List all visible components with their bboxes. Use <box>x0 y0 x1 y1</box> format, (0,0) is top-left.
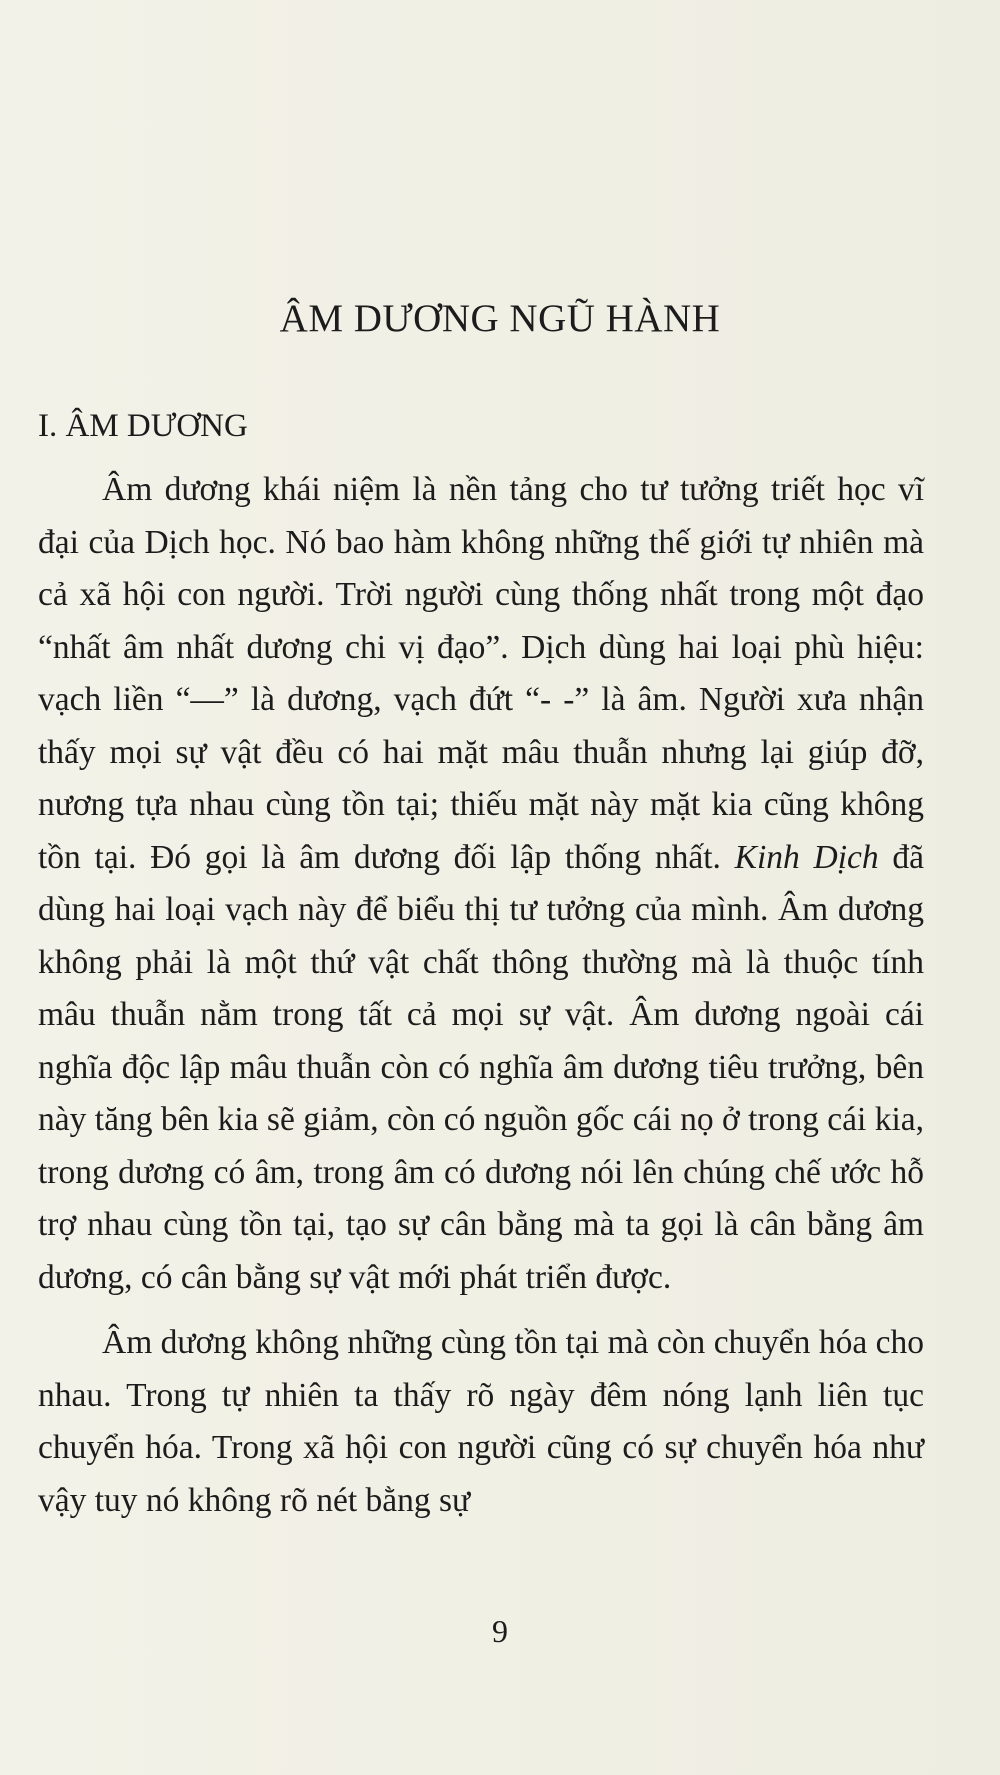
paragraph-1-part-2: đã dùng hai loại vạch này để biểu thị tư tưởng của mình. Âm dương không phải là một thứ vật chất thông thường mà là thuộc tính mâu thuẫn nằm trong tất cả mọi sự vật. Âm dương ngoài cái nghĩa độc lập mâu thuẫn còn có nghĩa âm dương tiêu trưởng, bên này tăng bên kia sẽ giảm, còn có nguồn gốc cái nọ ở trong cái kia, trong dương có âm, trong âm có dương nói lên chúng chế ước hỗ trợ nhau cùng tồn tại, tạo sự cân bằng mà ta gọi là cân bằng âm dương, có cân bằng sự vật mới phát triển được. <box>38 838 924 1296</box>
section-heading: I. ÂM DƯƠNG <box>38 408 248 444</box>
paragraph-1 <box>38 464 924 1304</box>
paragraph-2: Âm dương không những cùng tồn tại mà còn chuyển hóa cho nhau. Trong tự nhiên ta thấy rõ ngày đêm nóng lạnh liên tục chuyển hóa. Trong xã hội con người cũng có sự chuyển hóa như vậy tuy nó không rõ nét bằng sự <box>38 1324 924 1519</box>
chapter-title: ÂM DƯƠNG NGŨ HÀNH <box>279 297 721 340</box>
page-number: 9 <box>492 1613 508 1649</box>
book-title-italic: Kinh Dịch <box>734 838 879 876</box>
paragraph-1-part-1: Âm dương khái niệm là nền tảng cho tư tưởng triết học vĩ đại của Dịch học. Nó bao hàm không những thế giới tự nhiên mà cả xã hội con người. Trời người cùng thống nhất trong một đạo “nhất âm nhất dương chi vị đạo”. Dịch dùng hai loại phù hiệu: vạch liền “—” là dương, vạch đứt “- -” là âm. Người xưa nhận thấy mọi sự vật đều có hai mặt mâu thuẫn nhưng lại giúp đỡ, nương tựa nhau cùng tồn tại; thiếu mặt này mặt kia cũng không tồn tại. Đó gọi là âm dương đối lập thống nhất. <box>38 471 924 876</box>
body-text <box>38 464 924 1527</box>
